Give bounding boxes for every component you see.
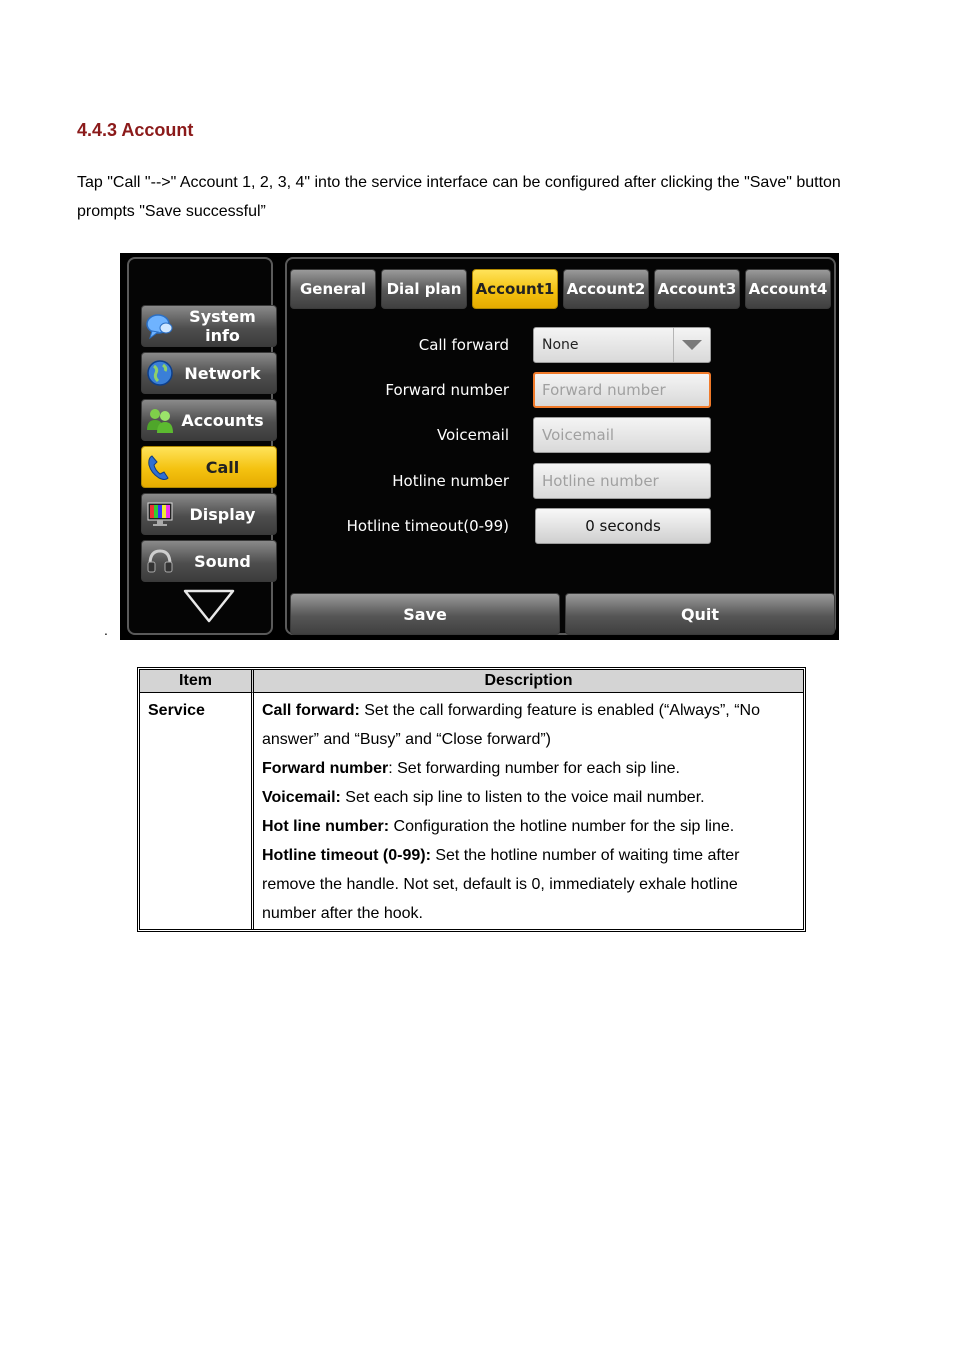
hotline-number-input[interactable]: Hotline number bbox=[533, 463, 711, 499]
settings-sidebar bbox=[127, 257, 273, 635]
call-forward-select[interactable] bbox=[533, 327, 711, 363]
sidebar-item-network[interactable] bbox=[141, 352, 277, 394]
sidebar-item-label: Display bbox=[189, 504, 256, 524]
tab-account4[interactable]: Account4 bbox=[745, 269, 831, 309]
section-heading: 4.4.3 Account bbox=[77, 120, 194, 140]
save-button[interactable]: Save bbox=[290, 593, 560, 635]
sidebar-item-label: Network bbox=[184, 363, 261, 383]
tab-account1[interactable]: Account1 bbox=[472, 269, 558, 309]
sidebar-item-display[interactable] bbox=[141, 493, 277, 535]
chat-bubble-icon bbox=[145, 311, 175, 341]
description-entry-forward-number: Forward number: Set forwarding number for each sip line. bbox=[262, 760, 680, 777]
forward-number-input[interactable]: Forward number bbox=[533, 372, 711, 408]
voicemail-input[interactable]: Voicemail bbox=[533, 417, 711, 453]
table-cell-item: Service bbox=[140, 693, 254, 929]
hotline-timeout-label: Hotline timeout(0-99) bbox=[346, 517, 509, 535]
device-screenshot bbox=[120, 253, 839, 640]
voicemail-label: Voicemail bbox=[436, 426, 509, 444]
description-entry-hotline-timeout: Hotline timeout (0-99): Set the hotline number of waiting time after remove the handle. Not set, default is 0, immediately exhale hotline number after the hook. bbox=[262, 847, 740, 922]
table-header-description: Description bbox=[254, 670, 803, 693]
sidebar-item-system-info[interactable] bbox=[141, 305, 277, 347]
table-row bbox=[140, 693, 803, 929]
call-forward-label: Call forward bbox=[418, 336, 509, 354]
tab-dial-plan[interactable]: Dial plan bbox=[381, 269, 467, 309]
quit-button[interactable]: Quit bbox=[565, 593, 835, 635]
forward-number-label: Forward number bbox=[385, 381, 509, 399]
users-icon bbox=[145, 405, 175, 435]
call-forward-value: None bbox=[542, 337, 579, 353]
description-entry-hotline-number: Hot line number: Configuration the hotline number for the sip line. bbox=[262, 818, 735, 835]
tab-general[interactable]: General bbox=[290, 269, 376, 309]
hotline-number-label: Hotline number bbox=[392, 472, 509, 490]
tab-account3[interactable]: Account3 bbox=[654, 269, 740, 309]
scroll-down-arrow-icon[interactable] bbox=[183, 589, 235, 623]
stray-dot: . bbox=[104, 622, 108, 638]
tab-account2[interactable]: Account2 bbox=[563, 269, 649, 309]
chevron-down-icon bbox=[673, 328, 710, 362]
phone-icon bbox=[145, 452, 175, 482]
hotline-timeout-button[interactable]: 0 seconds bbox=[535, 508, 711, 544]
globe-icon bbox=[145, 358, 175, 388]
description-entry-call-forward: Call forward: Set the call forwarding feature is enabled (“Always”, “No answer” and “Busy” and “Close forward”) bbox=[262, 702, 760, 748]
sidebar-item-call[interactable] bbox=[141, 446, 277, 488]
description-table bbox=[137, 667, 806, 932]
table-cell-description bbox=[254, 693, 803, 929]
headset-icon bbox=[145, 546, 175, 576]
table-header-item: Item bbox=[140, 670, 254, 693]
sidebar-item-label: Accounts bbox=[181, 410, 264, 430]
intro-paragraph: Tap "Call "-->" Account 1, 2, 3, 4" into the service interface can be configured after clicking the "Save" button prompts "Save successful” bbox=[77, 174, 841, 220]
sidebar-item-label: System info bbox=[189, 307, 256, 345]
sidebar-item-accounts[interactable] bbox=[141, 399, 277, 441]
settings-main-panel bbox=[285, 257, 836, 635]
monitor-icon bbox=[145, 499, 175, 529]
sidebar-item-label: Sound bbox=[194, 551, 251, 571]
sidebar-item-sound[interactable] bbox=[141, 540, 277, 582]
description-entry-voicemail: Voicemail: Set each sip line to listen to the voice mail number. bbox=[262, 789, 705, 806]
sidebar-item-label: Call bbox=[205, 457, 240, 477]
